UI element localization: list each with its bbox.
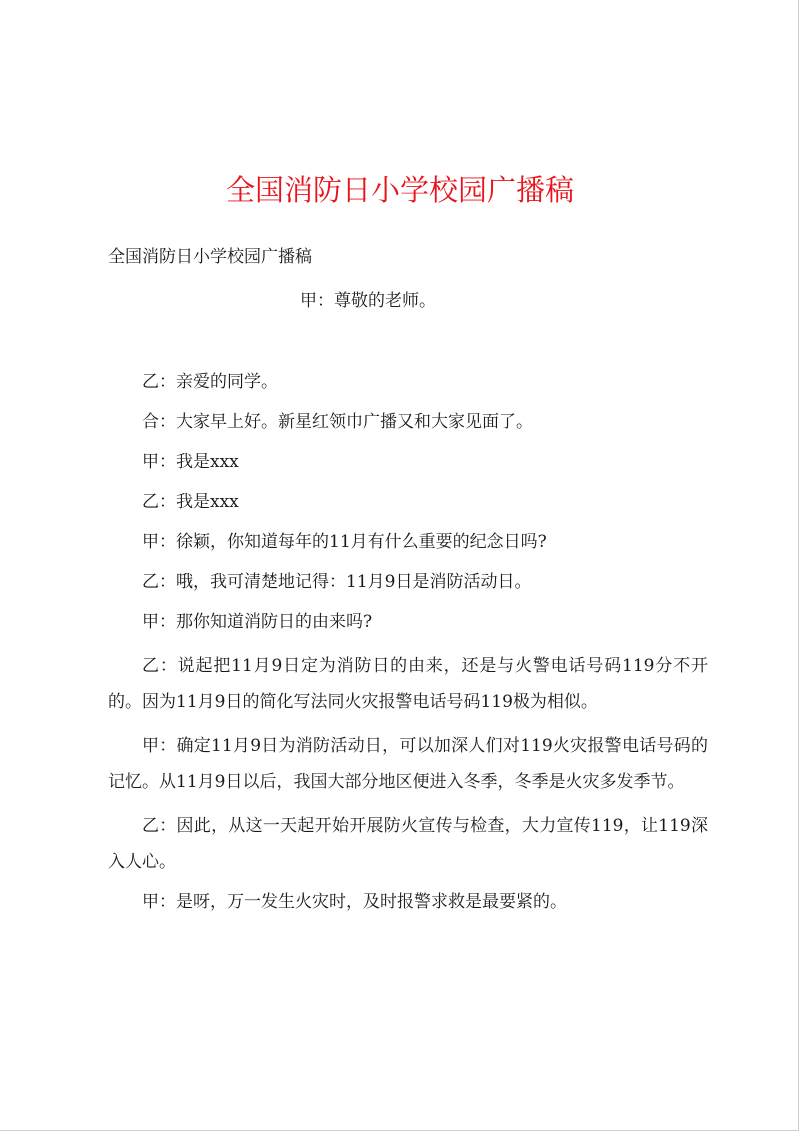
paragraph: 乙：我是xxx — [142, 492, 239, 512]
paragraph: 甲：徐颖，你知道每年的11月有什么重要的纪念日吗? — [142, 532, 547, 552]
document-subtitle: 全国消防日小学校园广播稿 — [108, 247, 312, 267]
document-body — [108, 368, 708, 928]
paragraph: 甲：那你知道消防日的由来吗? — [142, 612, 373, 632]
paragraph: 甲：是呀，万一发生火灾时，及时报警求救是最要紧的。 — [142, 892, 567, 912]
paragraph: 乙：说起把11月9日定为消防日的由来，还是与火警电话号码119分不开的。因为11月9日的简化写法同火灾报警电话号码119极为相似。 — [108, 656, 708, 712]
paragraph: 甲：我是xxx — [142, 452, 239, 472]
paragraph: 合：大家早上好。新星红领巾广播又和大家见面了。 — [142, 412, 533, 432]
document-title: 全国消防日小学校园广播稿 — [225, 173, 574, 207]
paragraph: 乙：亲爱的同学。 — [142, 372, 278, 392]
paragraph: 乙：因此，从这一天起开始开展防火宣传与检查，大力宣传119，让119深入人心。 — [108, 816, 708, 872]
paragraph: 甲：确定11月9日为消防活动日，可以加深人们对119火灾报警电话号码的记忆。从11月9日以后，我国大部分地区便进入冬季，冬季是火灾多发季节。 — [108, 736, 708, 792]
paragraph: 乙：哦，我可清楚地记得：11月9日是消防活动日。 — [142, 572, 532, 592]
intro-line: 甲：尊敬的老师。 — [300, 291, 436, 311]
